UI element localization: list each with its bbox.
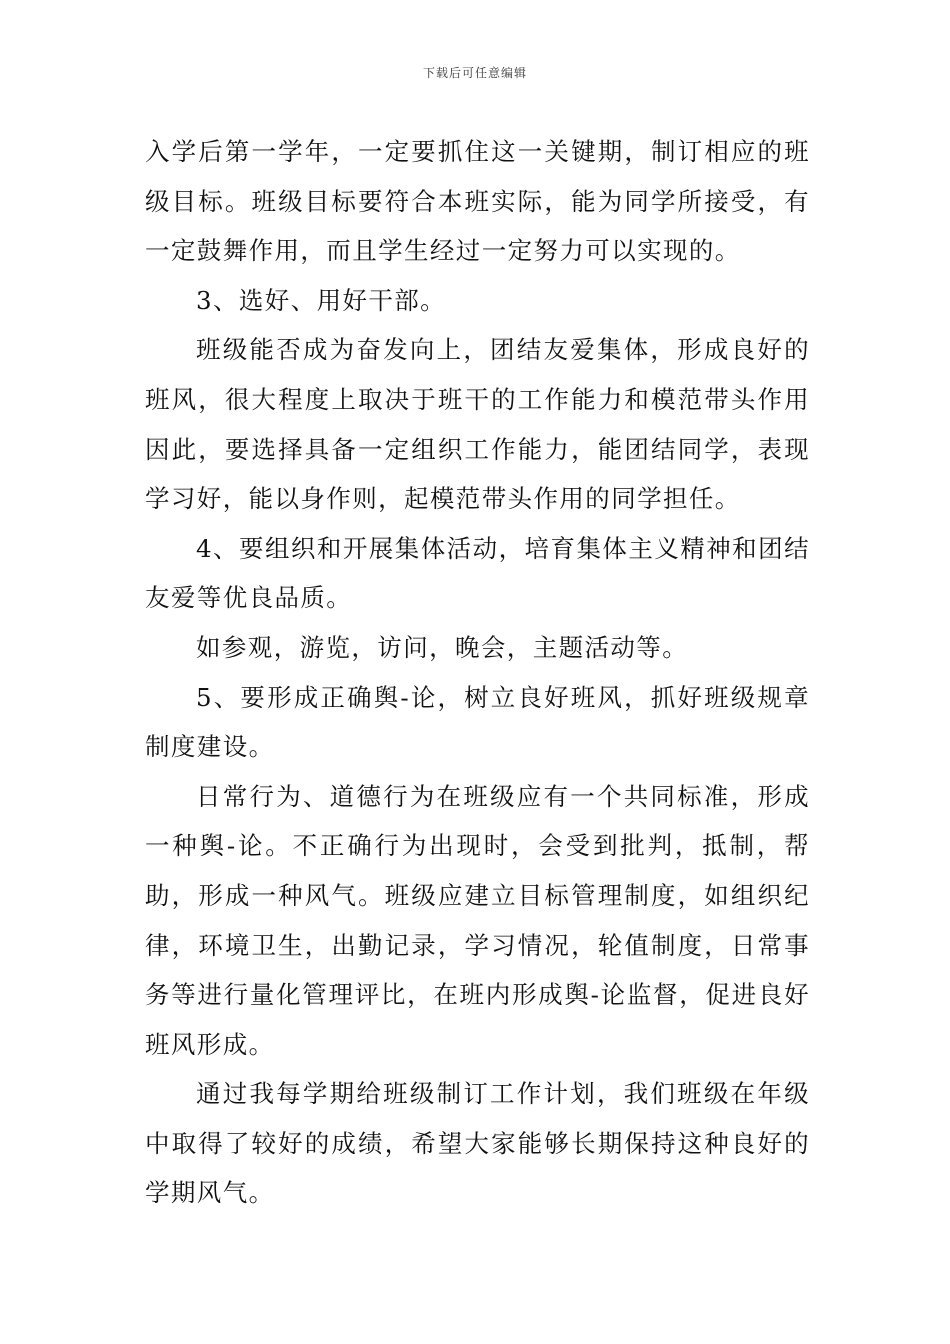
- page-header-note: 下载后可任意编辑: [422, 66, 527, 80]
- paragraph-5: 如参观，游览，访问，晚会，主题活动等。: [196, 632, 689, 662]
- paragraph-8: 通过我每学期给班级制订工作计划，我们班级在年级中取得了较好的成绩，希望大家能够长期保持这种良好的学期风气。: [145, 1079, 810, 1208]
- paragraph-4-heading: 4、要组织和开展集体活动，培育集体主义精神和团结友爱等优良品质。: [145, 533, 810, 613]
- document-body: [145, 127, 810, 1218]
- paragraph-1: 入学后第一学年，一定要抓住这一关键期，制订相应的班级目标。班级目标要符合本班实际，能为同学所接受，有一定鼓舞作用，而且学生经过一定努力可以实现的。: [145, 137, 810, 266]
- paragraph-2-heading: 3、选好、用好干部。: [196, 285, 447, 315]
- paragraph-7: 日常行为、道德行为在班级应有一个共同标准，形成一种舆-论。不正确行为出现时，会受到批判，抵制，帮助，形成一种风气。班级应建立目标管理制度，如组织纪律，环境卫生，出勤记录，学习情况，轮值制度，日常事务等进行量化管理评比，在班内形成舆-论监督，促进良好班风形成。: [145, 781, 810, 1059]
- paragraph-3: 班级能否成为奋发向上，团结友爱集体，形成良好的班风，很大程度上取决于班干的工作能力和模范带头作用因此，要选择具备一定组织工作能力，能团结同学，表现学习好，能以身作则，起模范带头作用的同学担任。: [145, 335, 810, 514]
- paragraph-6-heading: 5、要形成正确舆-论，树立良好班风，抓好班级规章制度建设。: [145, 682, 810, 762]
